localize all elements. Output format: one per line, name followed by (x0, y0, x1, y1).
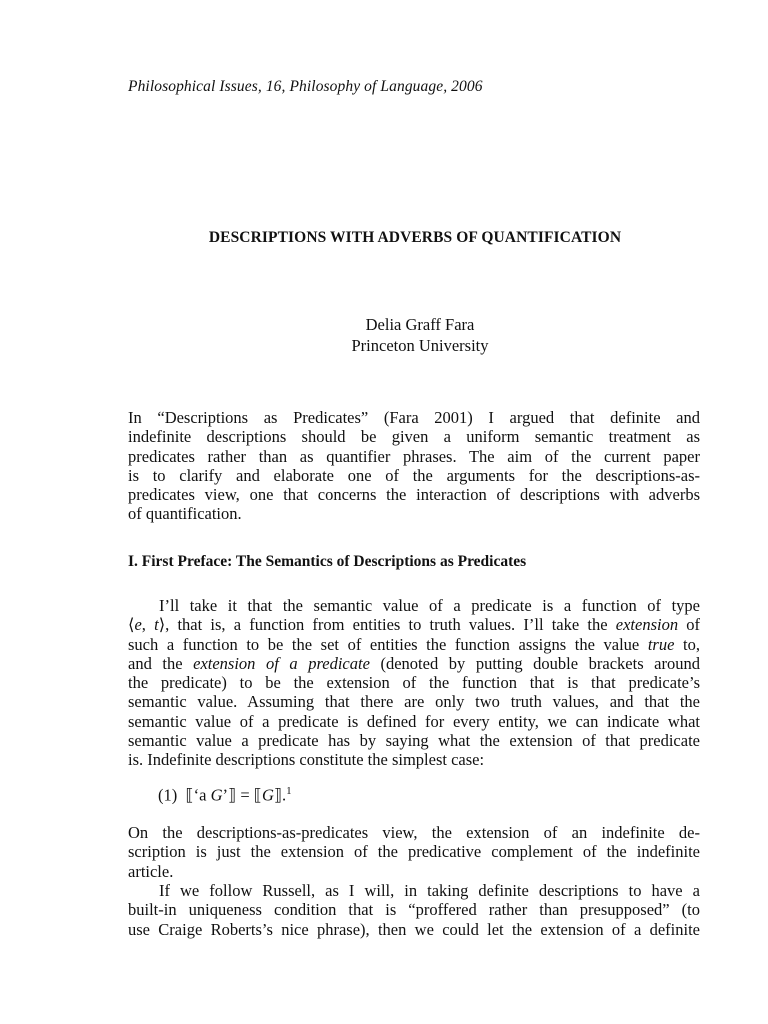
author-name: Delia Graff Fara (365, 315, 475, 334)
body-paragraph (128, 881, 700, 939)
text-line: is. Indefinite descriptions constitute the simplest case: (128, 750, 485, 770)
text-line: and the extension of a predicate (denoted by putting double brackets around (128, 653, 700, 673)
body-paragraph (128, 823, 700, 881)
example-number: (1) (158, 785, 178, 805)
article-title: DESCRIPTIONS WITH ADVERBS OF QUANTIFICATION (208, 229, 622, 246)
text-line: In “Descriptions as Predicates” (Fara 2001) I argued that definite and (128, 408, 700, 427)
text-line: built-in uniqueness condition that is “proffered rather than presupposed” (to (128, 900, 700, 920)
body-paragraph (128, 596, 700, 770)
author-affiliation: Princeton University (351, 336, 489, 355)
text-line: On the descriptions-as-predicates view, the extension of an indefinite de- (128, 823, 700, 842)
text-line: ⟨e, t⟩, that is, a function from entities to truth values. I’ll take the extension of (128, 615, 701, 635)
text-line: I’ll take it that the semantic value of a predicate is a function of type (159, 596, 700, 615)
journal-citation: Philosophical Issues, 16, Philosophy of Language, 2006 (128, 78, 483, 95)
text-line: article. (128, 861, 174, 881)
text-line: such a function to be the set of entities the function assigns the value true to, (128, 634, 700, 654)
text-line: scription is just the extension of the predicative complement of the indefinite (128, 842, 700, 862)
text-line: semantic value. Assuming that there are only two truth values, and that the (128, 692, 700, 712)
text-line: predicates view, one that concerns the interaction of descriptions with adverbs (128, 485, 700, 505)
text-line: use Craige Roberts’s nice phrase), then we could let the extension of a definite (128, 919, 700, 939)
text-line: indefinite descriptions should be given a uniform semantic treatment as (128, 427, 700, 447)
text-line: predicates rather than as quantifier phrases. The aim of the current paper (128, 446, 700, 466)
text-line: the predicate) to be the extension of the function that is that predicate’s (128, 673, 700, 693)
text-line: semantic value a predicate has by saying what the extension of that predicate (128, 731, 700, 751)
numbered-example: (1) ⟦‘a G’⟧ = ⟦G⟧.$^1$ (158, 785, 292, 805)
author-block (0, 314, 768, 356)
abstract-paragraph (128, 408, 700, 524)
section-heading: I. First Preface: The Semantics of Descriptions as Predicates (128, 553, 527, 570)
footnote-marker[interactable]: 1 (286, 785, 292, 797)
text-line: If we follow Russell, as I will, in taking definite descriptions to have a (159, 881, 700, 900)
text-line: is to clarify and elaborate one of the arguments for the descriptions-as- (128, 465, 700, 485)
text-line: of quantification. (128, 504, 242, 524)
text-line: semantic value of a predicate is defined for every entity, we can indicate what (128, 711, 700, 731)
